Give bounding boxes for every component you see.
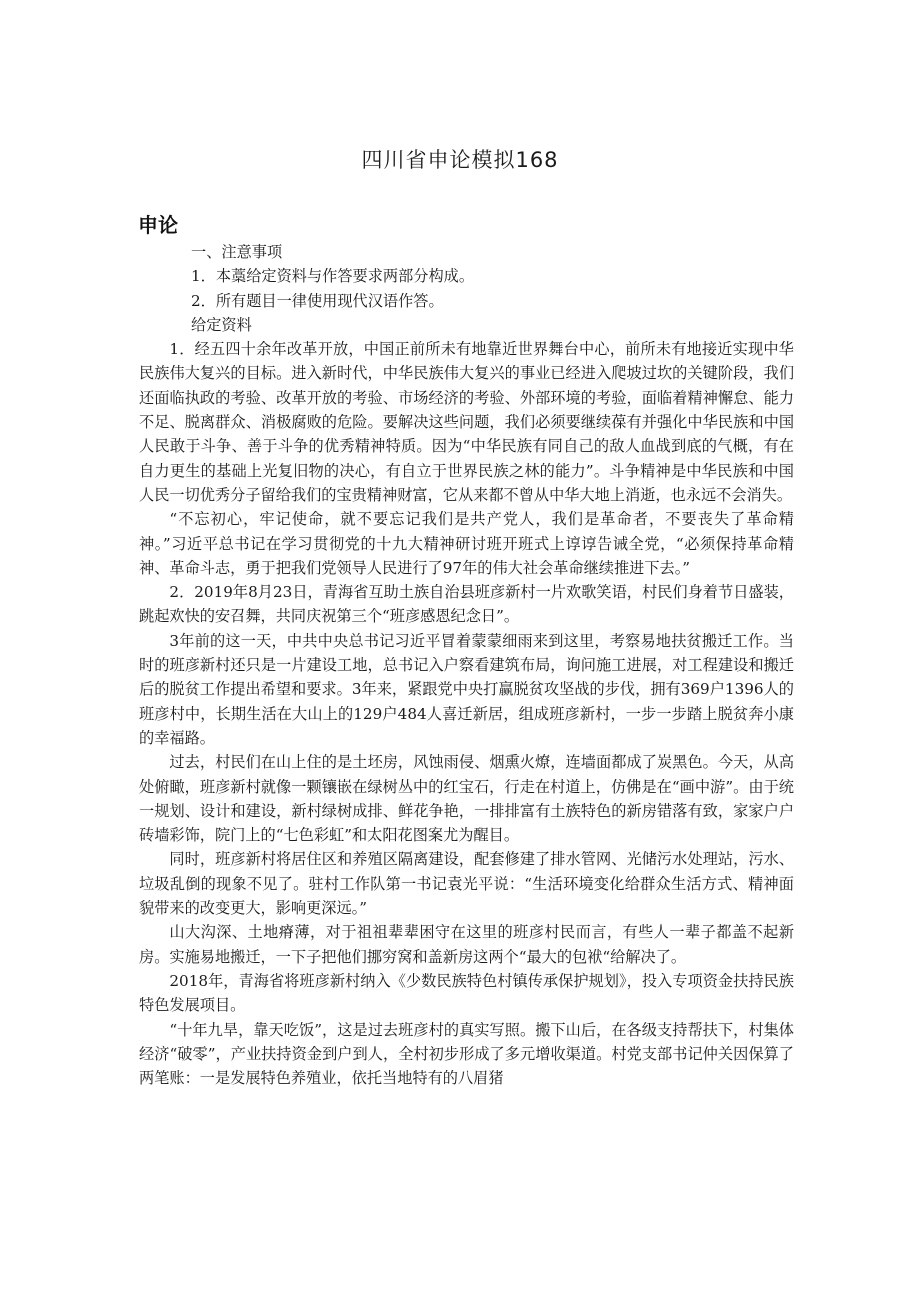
document-title: 四川省申论模拟168 <box>361 148 559 172</box>
materials-heading: 给定资料 <box>191 315 252 334</box>
notice-item-1: 1．本藁给定资料与作答要求两部分构成。 <box>191 267 475 286</box>
paragraph: 3年前的这一天，中共中央总书记习近平冒着蒙蒙细雨来到这里，考察易地扶贫搬迁工作。当时的班彦新村还只是一片建设工地，总书记入户察看建筑布局，询问施工进展，对工程建设和搬迁后的脱贫工作提出希望和要求。3年来，紧跟党中央打赢脱贫攻坚战的步伐，拥有369户1396人的班彦村中，长期生活在大山上的129户484人喜迁新居，组成班彦新村，一步一步踏上脱贫奔小康的幸福路。 <box>139 631 794 747</box>
notice-heading: 一、注意事项 <box>191 243 283 261</box>
paragraph: 2．2019年8月23日，青海省互助土族自治县班彦新村一片欢歌笑语，村民们身着节日盛装，跳起欢快的安召舞，共同庆祝第三个“班彦感恩纪念日”。 <box>139 583 794 626</box>
notice-item-2: 2．所有题目一律使用现代汉语作答。 <box>191 291 444 310</box>
paragraph: 2018年，青海省将班彦新村纳入《少数民族特色村镇传承保护规划》，投入专项资金扶持民族特色发展项目。 <box>139 971 794 1015</box>
paragraph: 过去，村民们在山上住的是土坯房，风蚀雨侵、烟熏火燎，连墙面都成了炭黑色。今天，从高处俯瞰，班彦新村就像一颗镶嵌在绿树丛中的红宝石，行走在村道上，仿佛是在“画中游”。由于统一规划、设计和建设，新村绿树成排、鲜花争艳，一排排富有土族特色的新房错落有致，家家户户砖墙彩饰，院门上的“七色彩虹”和太阳花图案尤为醒目。 <box>139 753 794 845</box>
paragraph: 同时，班彦新村将居住区和养殖区隔离建设，配套修建了排水管网、光储污水处理站，污水、垃圾乱倒的现象不见了。驻村工作队第一书记袁光平说：“生活环境变化给群众生活方式、精神面貌带来的改变更大，影响更深远。” <box>139 850 794 918</box>
paragraph: 1．经五四十余年改革开放，中国正前所未有地靠近世界舞台中心，前所未有地接近实现中华民族伟大复兴的目标。进入新时代，中华民族伟大复兴的事业已经进入爬坡过坎的关键阶段，我们还面临执政的考验、改革开放的考验、市场经济的考验、外部环境的考验，面临着精神懈怠、能力不足、脱离群众、消极腐败的危险。要解决这些问题，我们必须要继续葆有并强化中华民族和中国人民敢于斗争、善于斗争的优秀精神特质。因为“中华民族有同自己的敌人血战到底的气概，有在自力更生的基础上光复旧物的决心，有自立于世界民族之林的能力”。斗争精神是中华民族和中国人民一切优秀分子留给我们的宝贵精神财富，它从来都不曾从中华大地上消逝，也永远不会消失。 <box>139 340 794 504</box>
paragraph: 山大沟深、土地瘠薄，对于祖祖辈辈困守在这里的班彦村民而言，有些人一辈子都盖不起新房。实施易地搬迁，一下子把他们挪穷窝和盖新房这两个“最大的包袱“给解决了。 <box>139 923 794 966</box>
section-heading: 申论 <box>138 213 178 237</box>
document-body <box>139 240 794 1090</box>
paragraph: “不忘初心，牢记使命，就不要忘记我们是共产党人，我们是革命者，不要丧失了革命精神。”习近平总书记在学习贯彻党的十九大精神研讨班开班式上谆谆告诫全党，“必须保持革命精神、革命斗志，勇于把我们党领导人民进行了97年的伟大社会革命继续推进下去。” <box>139 510 794 577</box>
paragraph: “十年九旱，靠天吃饭”，这是过去班彦村的真实写照。搬下山后，在各级支持帮扶下，村集体经济“破零”，产业扶持资金到户到人，全村初步形成了多元增收渠道。村党支部书记仲关因保算了两笔账：一是发展特色养殖业，依托当地特有的八眉猪 <box>139 1020 794 1088</box>
